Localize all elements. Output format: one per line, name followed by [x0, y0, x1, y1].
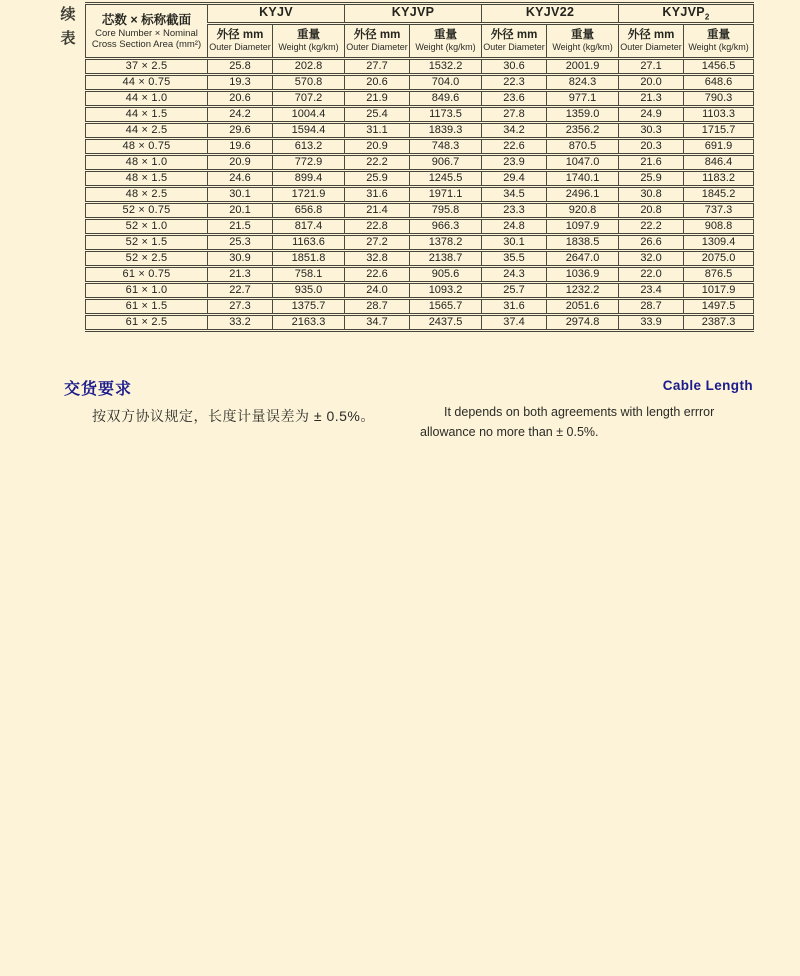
value-cell: 758.1	[273, 266, 345, 282]
value-cell: 1036.9	[547, 266, 619, 282]
value-cell: 795.8	[410, 202, 482, 218]
weight-header: 重量 Weight (kg/km)	[410, 23, 482, 58]
value-cell: 32.8	[345, 250, 410, 266]
value-cell: 737.3	[684, 202, 754, 218]
value-cell: 570.8	[273, 74, 345, 90]
value-cell: 846.4	[684, 154, 754, 170]
value-cell: 34.2	[482, 122, 547, 138]
value-cell: 1375.7	[273, 298, 345, 314]
value-cell: 30.1	[208, 186, 273, 202]
value-cell: 707.2	[273, 90, 345, 106]
table-row	[86, 234, 754, 250]
value-cell: 876.5	[684, 266, 754, 282]
value-cell: 21.3	[619, 90, 684, 106]
value-cell: 790.3	[684, 90, 754, 106]
value-cell: 2001.9	[547, 58, 619, 74]
value-cell: 20.3	[619, 138, 684, 154]
value-cell: 35.5	[482, 250, 547, 266]
value-cell: 31.1	[345, 122, 410, 138]
value-cell: 2496.1	[547, 186, 619, 202]
cable-length-heading: Cable Length	[662, 378, 753, 393]
value-cell: 2437.5	[410, 314, 482, 330]
value-cell: 24.2	[208, 106, 273, 122]
spec-cell: 37 × 2.5	[86, 58, 208, 74]
value-cell: 30.1	[482, 234, 547, 250]
value-cell: 31.6	[482, 298, 547, 314]
value-cell: 30.6	[482, 58, 547, 74]
value-cell: 1183.2	[684, 170, 754, 186]
spec-header-cn: 芯数 × 标称截面	[101, 12, 192, 27]
value-cell: 32.0	[619, 250, 684, 266]
value-cell: 1047.0	[547, 154, 619, 170]
value-cell: 33.9	[619, 314, 684, 330]
value-cell: 920.8	[547, 202, 619, 218]
table-row	[86, 314, 754, 330]
spec-column-header	[86, 4, 208, 59]
value-cell: 21.6	[619, 154, 684, 170]
value-cell: 29.4	[482, 170, 547, 186]
value-cell: 22.2	[619, 218, 684, 234]
value-cell: 2387.3	[684, 314, 754, 330]
continued-char: 续	[60, 6, 76, 23]
value-cell: 27.7	[345, 58, 410, 74]
value-cell: 30.3	[619, 122, 684, 138]
spec-cell: 48 × 1.0	[86, 154, 208, 170]
value-cell: 27.8	[482, 106, 547, 122]
value-cell: 34.5	[482, 186, 547, 202]
value-cell: 1245.5	[410, 170, 482, 186]
value-cell: 21.9	[345, 90, 410, 106]
value-cell: 25.9	[619, 170, 684, 186]
group-header-kyjvp: KYJVP	[345, 4, 482, 24]
value-cell: 28.7	[345, 298, 410, 314]
value-cell: 19.6	[208, 138, 273, 154]
continued-table-label	[58, 3, 78, 51]
value-cell: 20.8	[619, 202, 684, 218]
value-cell: 1232.2	[547, 282, 619, 298]
spec-cell: 61 × 0.75	[86, 266, 208, 282]
value-cell: 1838.5	[547, 234, 619, 250]
value-cell: 23.4	[619, 282, 684, 298]
spec-cell: 52 × 1.0	[86, 218, 208, 234]
weight-header: 重量 Weight (kg/km)	[273, 23, 345, 58]
table-row	[86, 106, 754, 122]
value-cell: 34.7	[345, 314, 410, 330]
group-header-kyjvp2: $KYJVP_2$	[619, 4, 754, 24]
value-cell: 27.1	[619, 58, 684, 74]
value-cell: 19.3	[208, 74, 273, 90]
value-cell: 1017.9	[684, 282, 754, 298]
value-cell: 37.4	[482, 314, 547, 330]
table-row	[86, 122, 754, 138]
spec-cell: 61 × 1.0	[86, 282, 208, 298]
group-header-kyjv: KYJV	[208, 4, 345, 24]
value-cell: 22.3	[482, 74, 547, 90]
value-cell: 21.4	[345, 202, 410, 218]
value-cell: 31.6	[345, 186, 410, 202]
spec-cell: 48 × 2.5	[86, 186, 208, 202]
value-cell: 1378.2	[410, 234, 482, 250]
value-cell: 1532.2	[410, 58, 482, 74]
value-cell: 1309.4	[684, 234, 754, 250]
table-row	[86, 250, 754, 266]
spec-cell: 44 × 1.5	[86, 106, 208, 122]
value-cell: 748.3	[410, 138, 482, 154]
value-cell: 24.3	[482, 266, 547, 282]
spec-cell: 44 × 0.75	[86, 74, 208, 90]
table-row	[86, 218, 754, 234]
value-cell: 23.9	[482, 154, 547, 170]
value-cell: 1845.2	[684, 186, 754, 202]
value-cell: 905.6	[410, 266, 482, 282]
value-cell: 613.2	[273, 138, 345, 154]
value-cell: 27.2	[345, 234, 410, 250]
value-cell: 22.7	[208, 282, 273, 298]
table-row	[86, 282, 754, 298]
value-cell: 26.6	[619, 234, 684, 250]
value-cell: 20.6	[208, 90, 273, 106]
value-cell: 2163.3	[273, 314, 345, 330]
value-cell: 22.6	[482, 138, 547, 154]
value-cell: 1715.7	[684, 122, 754, 138]
value-cell: 20.6	[345, 74, 410, 90]
cable-spec-table	[85, 2, 754, 332]
od-header: 外径 mm Outer Diameter	[619, 23, 684, 58]
value-cell: 25.4	[345, 106, 410, 122]
value-cell: 1004.4	[273, 106, 345, 122]
value-cell: 1740.1	[547, 170, 619, 186]
value-cell: 1097.9	[547, 218, 619, 234]
value-cell: 1851.8	[273, 250, 345, 266]
spec-cell: 52 × 1.5	[86, 234, 208, 250]
spec-cell: 48 × 1.5	[86, 170, 208, 186]
value-cell: 24.0	[345, 282, 410, 298]
spec-table-body	[86, 58, 754, 330]
value-cell: 22.2	[345, 154, 410, 170]
value-cell: 1971.1	[410, 186, 482, 202]
value-cell: 27.3	[208, 298, 273, 314]
od-header: 外径 mm Outer Diameter	[208, 23, 273, 58]
value-cell: 20.1	[208, 202, 273, 218]
value-cell: 22.8	[345, 218, 410, 234]
value-cell: 935.0	[273, 282, 345, 298]
spec-cell: 48 × 0.75	[86, 138, 208, 154]
value-cell: 1456.5	[684, 58, 754, 74]
value-cell: 2356.2	[547, 122, 619, 138]
value-cell: 33.2	[208, 314, 273, 330]
value-cell: 20.9	[208, 154, 273, 170]
spec-cell: 52 × 0.75	[86, 202, 208, 218]
table-row	[86, 170, 754, 186]
value-cell: 2075.0	[684, 250, 754, 266]
value-cell: 21.3	[208, 266, 273, 282]
value-cell: 1173.5	[410, 106, 482, 122]
table-row	[86, 138, 754, 154]
weight-header: 重量 Weight (kg/km)	[547, 23, 619, 58]
spec-cell: 61 × 2.5	[86, 314, 208, 330]
weight-header: 重量 Weight (kg/km)	[684, 23, 754, 58]
value-cell: 2051.6	[547, 298, 619, 314]
value-cell: 22.6	[345, 266, 410, 282]
value-cell: 870.5	[547, 138, 619, 154]
value-cell: 23.6	[482, 90, 547, 106]
value-cell: 20.0	[619, 74, 684, 90]
value-cell: 1839.3	[410, 122, 482, 138]
od-header: 外径 mm Outer Diameter	[482, 23, 547, 58]
value-cell: 202.8	[273, 58, 345, 74]
spec-cell: 52 × 2.5	[86, 250, 208, 266]
value-cell: 1103.3	[684, 106, 754, 122]
spec-cell: 44 × 1.0	[86, 90, 208, 106]
table-row	[86, 90, 754, 106]
value-cell: 25.9	[345, 170, 410, 186]
value-cell: 824.3	[547, 74, 619, 90]
table-row	[86, 186, 754, 202]
value-cell: 648.6	[684, 74, 754, 90]
delivery-requirements-text-cn: 按双方协议规定，长度计量误差为 ± 0.5%。	[92, 408, 375, 424]
table-row	[86, 74, 754, 90]
table-row	[86, 266, 754, 282]
spec-header-en2: Cross Section Area (mm²)	[91, 38, 202, 50]
value-cell: 20.9	[345, 138, 410, 154]
value-cell: 704.0	[410, 74, 482, 90]
value-cell: 772.9	[273, 154, 345, 170]
value-cell: 817.4	[273, 218, 345, 234]
value-cell: 29.6	[208, 122, 273, 138]
group-header-kyjv22: KYJV22	[482, 4, 619, 24]
value-cell: 977.1	[547, 90, 619, 106]
value-cell: 1594.4	[273, 122, 345, 138]
value-cell: 1359.0	[547, 106, 619, 122]
value-cell: 691.9	[684, 138, 754, 154]
value-cell: 25.8	[208, 58, 273, 74]
value-cell: 1093.2	[410, 282, 482, 298]
value-cell: 24.6	[208, 170, 273, 186]
spec-header-en1: Core Number × Nominal	[95, 27, 198, 39]
table-row	[86, 202, 754, 218]
value-cell: 24.8	[482, 218, 547, 234]
table-char: 表	[60, 30, 76, 47]
value-cell: 2138.7	[410, 250, 482, 266]
od-header: 外径 mm Outer Diameter	[345, 23, 410, 58]
value-cell: 906.7	[410, 154, 482, 170]
value-cell: 24.9	[619, 106, 684, 122]
spec-cell: 44 × 2.5	[86, 122, 208, 138]
value-cell: 1721.9	[273, 186, 345, 202]
value-cell: 30.9	[208, 250, 273, 266]
value-cell: 21.5	[208, 218, 273, 234]
value-cell: 2647.0	[547, 250, 619, 266]
value-cell: 1163.6	[273, 234, 345, 250]
value-cell: 28.7	[619, 298, 684, 314]
table-row	[86, 154, 754, 170]
delivery-requirements-text-en: It depends on both agreements with length errror allowance no more than ± 0.5%.	[420, 405, 715, 439]
value-cell: 22.0	[619, 266, 684, 282]
value-cell: 908.8	[684, 218, 754, 234]
value-cell: 656.8	[273, 202, 345, 218]
value-cell: 1497.5	[684, 298, 754, 314]
value-cell: 1565.7	[410, 298, 482, 314]
value-cell: 25.3	[208, 234, 273, 250]
value-cell: 899.4	[273, 170, 345, 186]
value-cell: 2974.8	[547, 314, 619, 330]
value-cell: 25.7	[482, 282, 547, 298]
value-cell: 23.3	[482, 202, 547, 218]
table-row	[86, 298, 754, 314]
value-cell: 966.3	[410, 218, 482, 234]
delivery-requirements-heading: 交货要求	[64, 381, 133, 398]
value-cell: 30.8	[619, 186, 684, 202]
value-cell: 849.6	[410, 90, 482, 106]
table-row	[86, 58, 754, 74]
spec-cell: 61 × 1.5	[86, 298, 208, 314]
